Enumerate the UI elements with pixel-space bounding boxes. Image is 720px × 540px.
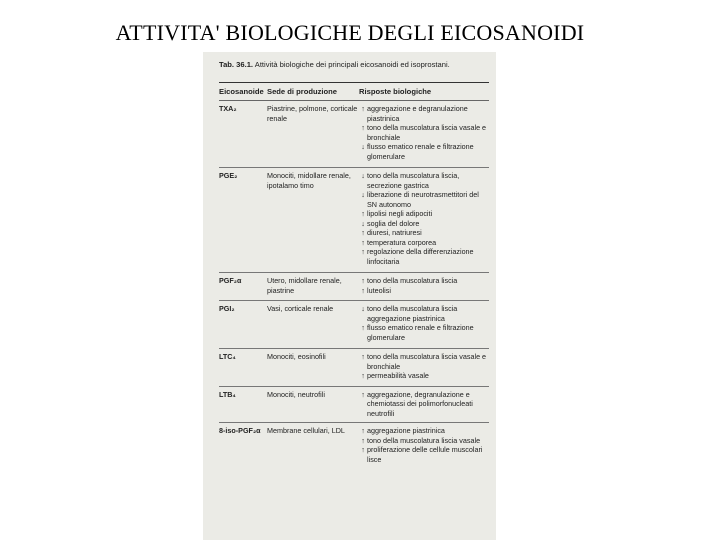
- arrow-down-icon: ↓: [361, 171, 365, 180]
- response-item: [359, 123, 489, 142]
- table-body: [219, 101, 489, 464]
- biological-responses: [359, 171, 489, 266]
- arrow-down-icon: ↓: [361, 142, 365, 151]
- slide-title: ATTIVITA' BIOLOGICHE DEGLI EICOSANOIDI: [115, 20, 585, 45]
- arrow-down-icon: ↓: [361, 304, 365, 313]
- response-item: [359, 228, 489, 238]
- response-item: [359, 238, 489, 248]
- table-row: [219, 349, 489, 387]
- response-item: [359, 209, 489, 219]
- table-document: [219, 60, 489, 464]
- response-item: [359, 304, 489, 323]
- response-item: [359, 286, 489, 296]
- table-row: [219, 387, 489, 424]
- eicosanoid-name: LTC₄: [219, 352, 236, 361]
- eicosanoid-name: 8-iso-PGF₂α: [219, 426, 261, 435]
- table-row: [219, 301, 489, 349]
- table-row: [219, 101, 489, 168]
- table-row: [219, 423, 489, 464]
- response-item: [359, 371, 489, 381]
- response-text: tono della muscolatura liscia: [367, 276, 458, 285]
- response-item: [359, 171, 489, 190]
- response-text: soglia del dolore: [367, 218, 420, 228]
- production-site: Utero, midollare renale, piastrine: [267, 276, 342, 295]
- response-text: temperatura corporea: [367, 237, 437, 247]
- response-text: regolazione della differenziazione linfocitaria: [367, 247, 474, 266]
- table-header: [219, 83, 489, 100]
- response-item: [359, 276, 489, 286]
- response-item: [359, 390, 489, 419]
- response-text: tono della muscolatura liscia, secrezione gastrica: [367, 171, 460, 190]
- response-item: [359, 142, 489, 161]
- response-text: flusso ematico renale e filtrazione glomerulare: [367, 142, 474, 161]
- eicosanoid-name: LTB₄: [219, 389, 236, 399]
- response-item: [359, 104, 489, 123]
- arrow-down-icon: ↓: [361, 190, 365, 199]
- response-text: proliferazione delle cellule muscolari lisce: [367, 445, 483, 464]
- scanned-table-image: [203, 52, 496, 540]
- response-text: aggregazione, degranulazione e chemiotassi dei polimorfonucleati neutrofili: [367, 389, 473, 418]
- arrow-up-icon: ↑: [361, 247, 365, 256]
- production-site: Membrane cellulari, LDL: [267, 426, 345, 435]
- table-row: [219, 168, 489, 273]
- header-sede: Sede di produzione: [267, 87, 338, 96]
- production-site: Piastrine, polmone, corticale renale: [267, 104, 358, 123]
- response-item: [359, 426, 489, 436]
- header-eicosanoide: Eicosanoide: [219, 87, 264, 96]
- arrow-up-icon: ↑: [361, 352, 365, 361]
- response-text: tono della muscolatura liscia vasale e bronchiale: [367, 352, 487, 371]
- response-text: tono della muscolatura liscia vasale e bronchiale: [367, 123, 487, 142]
- caption-label: Tab. 36.1.: [219, 60, 254, 69]
- arrow-up-icon: ↑: [361, 123, 365, 132]
- production-site: Monociti, midollare renale, ipotalamo timo: [267, 171, 351, 190]
- biological-responses: [359, 276, 489, 295]
- caption-text: Attività biologiche dei principali eicosanoidi ed isoprostani.: [254, 60, 450, 69]
- biological-responses: [359, 352, 489, 381]
- arrow-up-icon: ↑: [361, 371, 365, 380]
- response-text: aggregazione e degranulazione piastrinica: [367, 104, 468, 123]
- response-text: tono della muscolatura liscia aggregazione piastrinica: [367, 304, 458, 323]
- response-text: tono della muscolatura liscia vasale: [367, 435, 481, 445]
- eicosanoid-name: PGI₂: [219, 304, 235, 313]
- arrow-up-icon: ↑: [361, 285, 365, 295]
- arrow-up-icon: ↑: [361, 389, 365, 399]
- arrow-up-icon: ↑: [361, 445, 365, 454]
- response-text: luteolisi: [367, 285, 391, 295]
- eicosanoid-name: PGF₂α: [219, 276, 242, 285]
- response-text: flusso ematico renale e filtrazione glomerulare: [367, 323, 474, 342]
- response-text: lipolisi negli adipociti: [367, 209, 433, 218]
- production-site: Vasi, corticale renale: [267, 304, 334, 313]
- arrow-up-icon: ↑: [361, 426, 365, 435]
- arrow-up-icon: ↑: [361, 323, 365, 332]
- arrow-up-icon: ↑: [361, 209, 365, 218]
- response-item: [359, 323, 489, 342]
- response-item: [359, 219, 489, 229]
- arrow-up-icon: ↑: [361, 237, 365, 247]
- response-item: [359, 436, 489, 446]
- header-risposte: Risposte biologiche: [359, 87, 432, 96]
- response-item: [359, 247, 489, 266]
- biological-responses: [359, 390, 489, 419]
- arrow-up-icon: ↑: [361, 104, 365, 113]
- response-item: [359, 352, 489, 371]
- biological-responses: [359, 104, 489, 161]
- table-row: [219, 273, 489, 301]
- response-item: [359, 190, 489, 209]
- eicosanoid-name: PGE₂: [219, 171, 238, 180]
- production-site: Monociti, neutrofili: [267, 389, 325, 399]
- arrow-up-icon: ↑: [361, 435, 365, 445]
- arrow-down-icon: ↓: [361, 218, 365, 228]
- biological-responses: [359, 304, 489, 342]
- production-site: Monociti, eosinofili: [267, 352, 326, 361]
- arrow-up-icon: ↑: [361, 276, 365, 285]
- biological-responses: [359, 426, 489, 464]
- eicosanoid-name: TXA₂: [219, 104, 237, 113]
- response-text: permeabilità vasale: [367, 371, 429, 380]
- response-text: aggregazione piastrinica: [367, 426, 445, 435]
- response-text: diuresi, natriuresi: [367, 228, 422, 237]
- table-caption: [219, 60, 489, 82]
- response-text: liberazione di neurotrasmettitori del SN autonomo: [367, 190, 479, 209]
- arrow-up-icon: ↑: [361, 228, 365, 237]
- response-item: [359, 445, 489, 464]
